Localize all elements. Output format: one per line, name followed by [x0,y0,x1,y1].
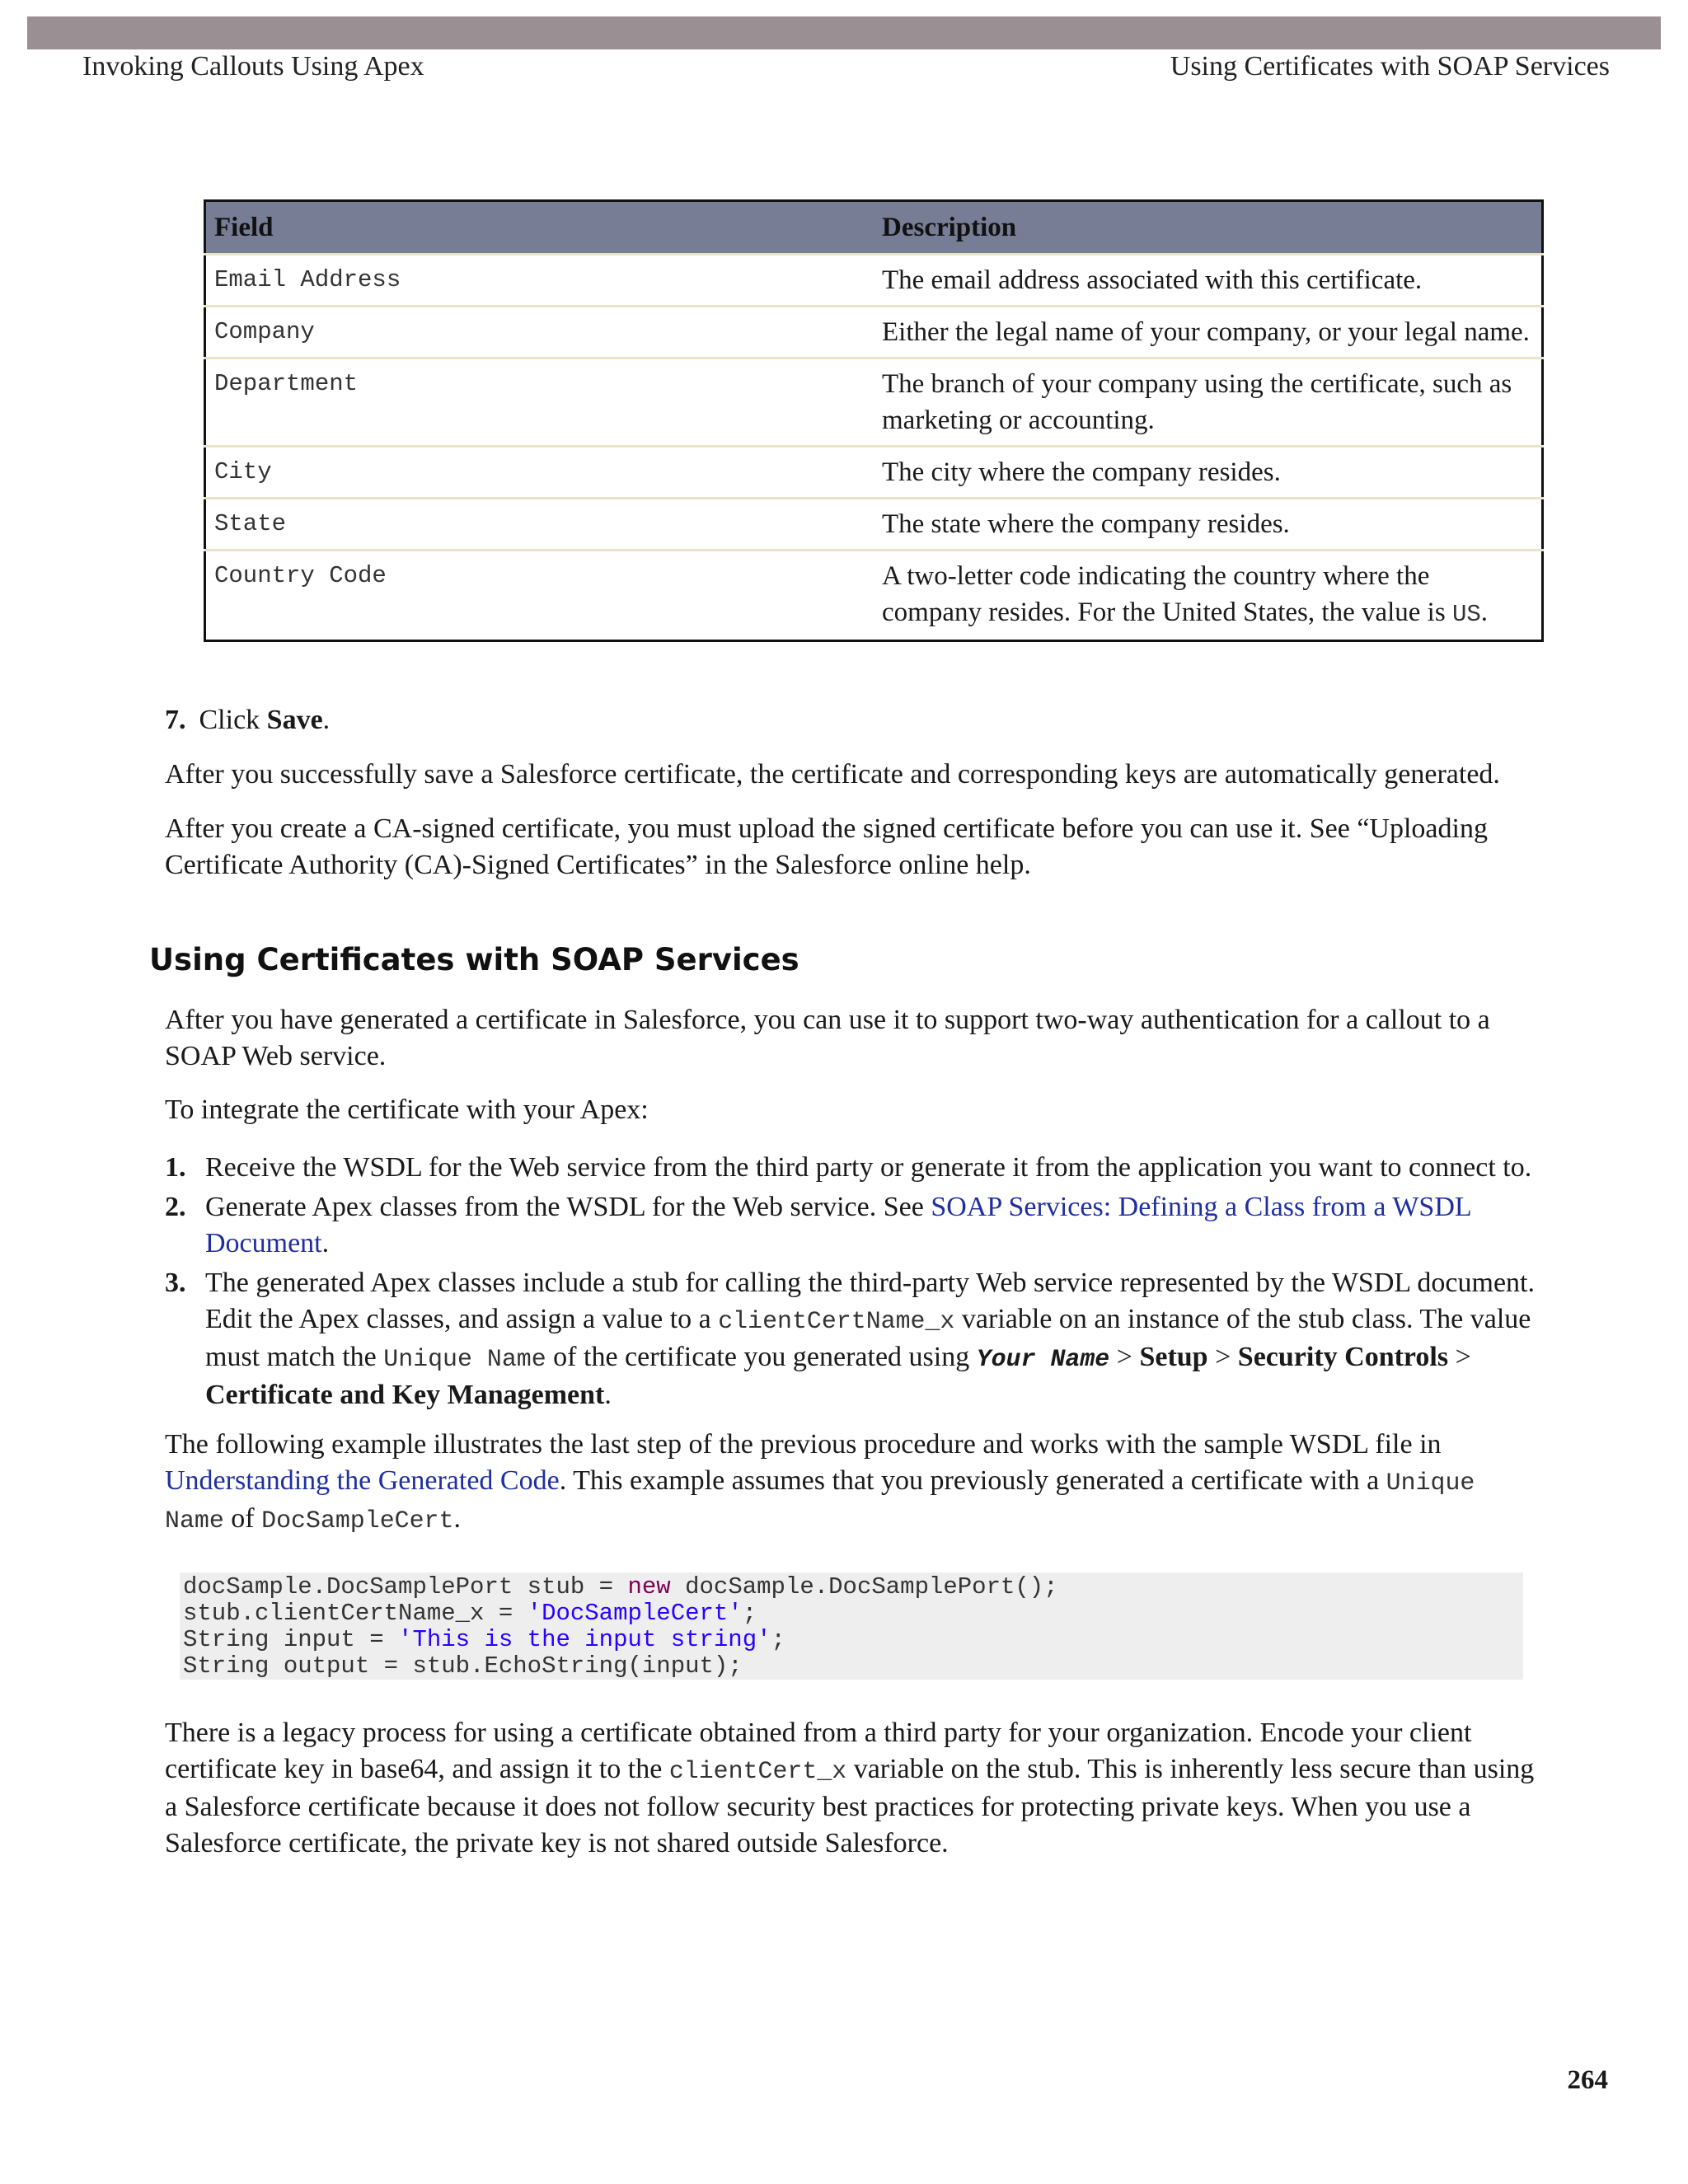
field-description [874,551,1543,641]
link-understanding-generated-code[interactable]: Understanding the Generated Code [165,1465,560,1496]
code-token: docSample.DocSamplePort stub = [183,1573,628,1601]
field-description: The city where the company resides. [874,447,1543,499]
table-row [205,447,1543,499]
code-line [183,1601,1520,1627]
field-name: City [205,447,874,499]
step-7 [165,705,330,736]
field-name: Company [205,307,874,359]
table-row [205,307,1543,359]
paragraph-text: . This example assumes that you previously generated a certificate with a [559,1465,1386,1496]
field-name: Country Code [205,551,874,641]
table-row [205,255,1543,307]
code-sample [180,1572,1523,1680]
page-number: 264 [1567,2065,1608,2095]
step-number: 2. [165,1192,186,1222]
integration-steps [165,1150,1545,1417]
header-bar [27,16,1661,49]
paragraph-text: There is a legacy process for using a certificate obtained from a third party for your organization. Encode your client certificate key in base64, and assign it to the [165,1718,1472,1784]
step-text: Receive the WSDL for the Web service from the third party or generate it from the application you want to connect to. [205,1152,1532,1183]
field-description: The email address associated with this certificate. [874,255,1543,307]
table-row [205,359,1543,447]
paragraph-text: The following example illustrates the last step of the previous procedure and works with the sample WSDL file in [165,1429,1442,1460]
step-1 [165,1150,1545,1186]
code-string: 'DocSampleCert' [527,1600,743,1627]
paragraph-ca-signed: After you create a CA-signed certificate, you must upload the signed certificate before you can use it. See “Uploading Certificate Authority (CA)-Signed Certificates” in the Salesforce online help. [165,813,1488,880]
inline-code: Unique Name [165,1469,1475,1535]
step-2 [165,1189,1545,1262]
field-name: State [205,499,874,551]
step-text: variable on an instance of the stub class. The value must match the [205,1304,1531,1372]
column-header-description: Description [874,201,1543,255]
step-text: of the certificate you generated using [546,1342,977,1372]
paragraph-text: variable on the stub. This is inherently less secure than using a Salesforce certificate because it does not follow security best practices for protecting private keys. When you use a Salesforce certificate, the private key is not shared outside Salesforce. [165,1754,1535,1858]
inline-code: clientCertName_x [718,1307,955,1335]
step-number: 7. [165,705,186,735]
code-line: String output = stub.EchoString(input); [183,1652,743,1680]
step-text: The generated Apex classes include a stub for calling the third-party Web service represented by the WSDL document. Edit the Apex classes, and assign a value to a [205,1268,1535,1334]
table-row [205,551,1543,641]
code-line [183,1627,1520,1653]
paragraph-save-result: After you successfully save a Salesforce certificate, the certificate and corresponding keys are automatically generated. [165,759,1500,790]
step-text: Generate Apex classes from the WSDL for the Web service. See [205,1192,931,1222]
field-description: Either the legal name of your company, or your legal name. [874,307,1543,359]
paragraph-integrate-intro: To integrate the certificate with your Apex: [165,1094,649,1125]
ui-path-setup: Setup [1139,1342,1208,1372]
inline-code: Unique Name [383,1345,546,1373]
running-header-chapter: Invoking Callouts Using Apex [82,51,424,82]
ui-path-your-name: Your Name [976,1345,1110,1373]
step-text: . [322,705,331,735]
description-text: . [1480,598,1489,627]
field-name: Department [205,359,874,447]
paragraph-example-intro [165,1427,1545,1539]
inline-code: US [1451,601,1481,628]
code-token: ; [771,1626,785,1653]
inline-code: clientCert_x [668,1757,847,1785]
table-header-row [205,201,1543,255]
code-token: docSample.DocSamplePort(); [670,1573,1058,1601]
ui-path-security-controls: Security Controls [1237,1342,1449,1372]
step-text: . [321,1228,330,1258]
path-separator: > [1207,1342,1238,1372]
step-text: . [604,1380,612,1410]
paragraph-two-way-auth: After you have generated a certificate in Salesforce, you can use it to support two-way authentication for a callout to a SOAP Web service. [165,1005,1490,1071]
code-token: stub.clientCertName_x = [183,1600,528,1627]
field-description: The branch of your company using the certificate, such as marketing or accounting. [874,359,1543,447]
code-keyword: new [627,1573,671,1601]
field-name: Email Address [205,255,874,307]
description-text: A two-letter code indicating the country where the company resides. For the United States, the value is [882,561,1452,627]
ui-path-certificate-key-management: Certificate and Key Management [205,1380,605,1410]
column-header-field: Field [205,201,874,255]
running-header-section: Using Certificates with SOAP Services [1170,51,1610,82]
step-3 [165,1265,1545,1413]
certificate-fields-table [204,199,1544,642]
inline-code: DocSampleCert [261,1507,454,1535]
paragraph-text: . [453,1503,461,1534]
paragraph-text: of [223,1503,262,1534]
path-separator: > [1448,1342,1471,1372]
table-row [205,499,1543,551]
code-token: ; [742,1600,757,1627]
paragraph-legacy-process [165,1715,1545,1862]
path-separator: > [1109,1342,1140,1372]
step-number: 3. [165,1268,186,1298]
field-description: The state where the company resides. [874,499,1543,551]
code-line [183,1574,1520,1601]
code-string: 'This is the input string' [398,1626,771,1653]
step-text: Click [199,705,267,735]
section-title: Using Certificates with SOAP Services [149,942,799,977]
link-soap-services[interactable]: SOAP Services: Defining a Class from a WSDL Document [205,1192,1471,1258]
code-token: String input = [183,1626,399,1653]
ui-label-save: Save [266,705,323,735]
step-number: 1. [165,1152,186,1183]
